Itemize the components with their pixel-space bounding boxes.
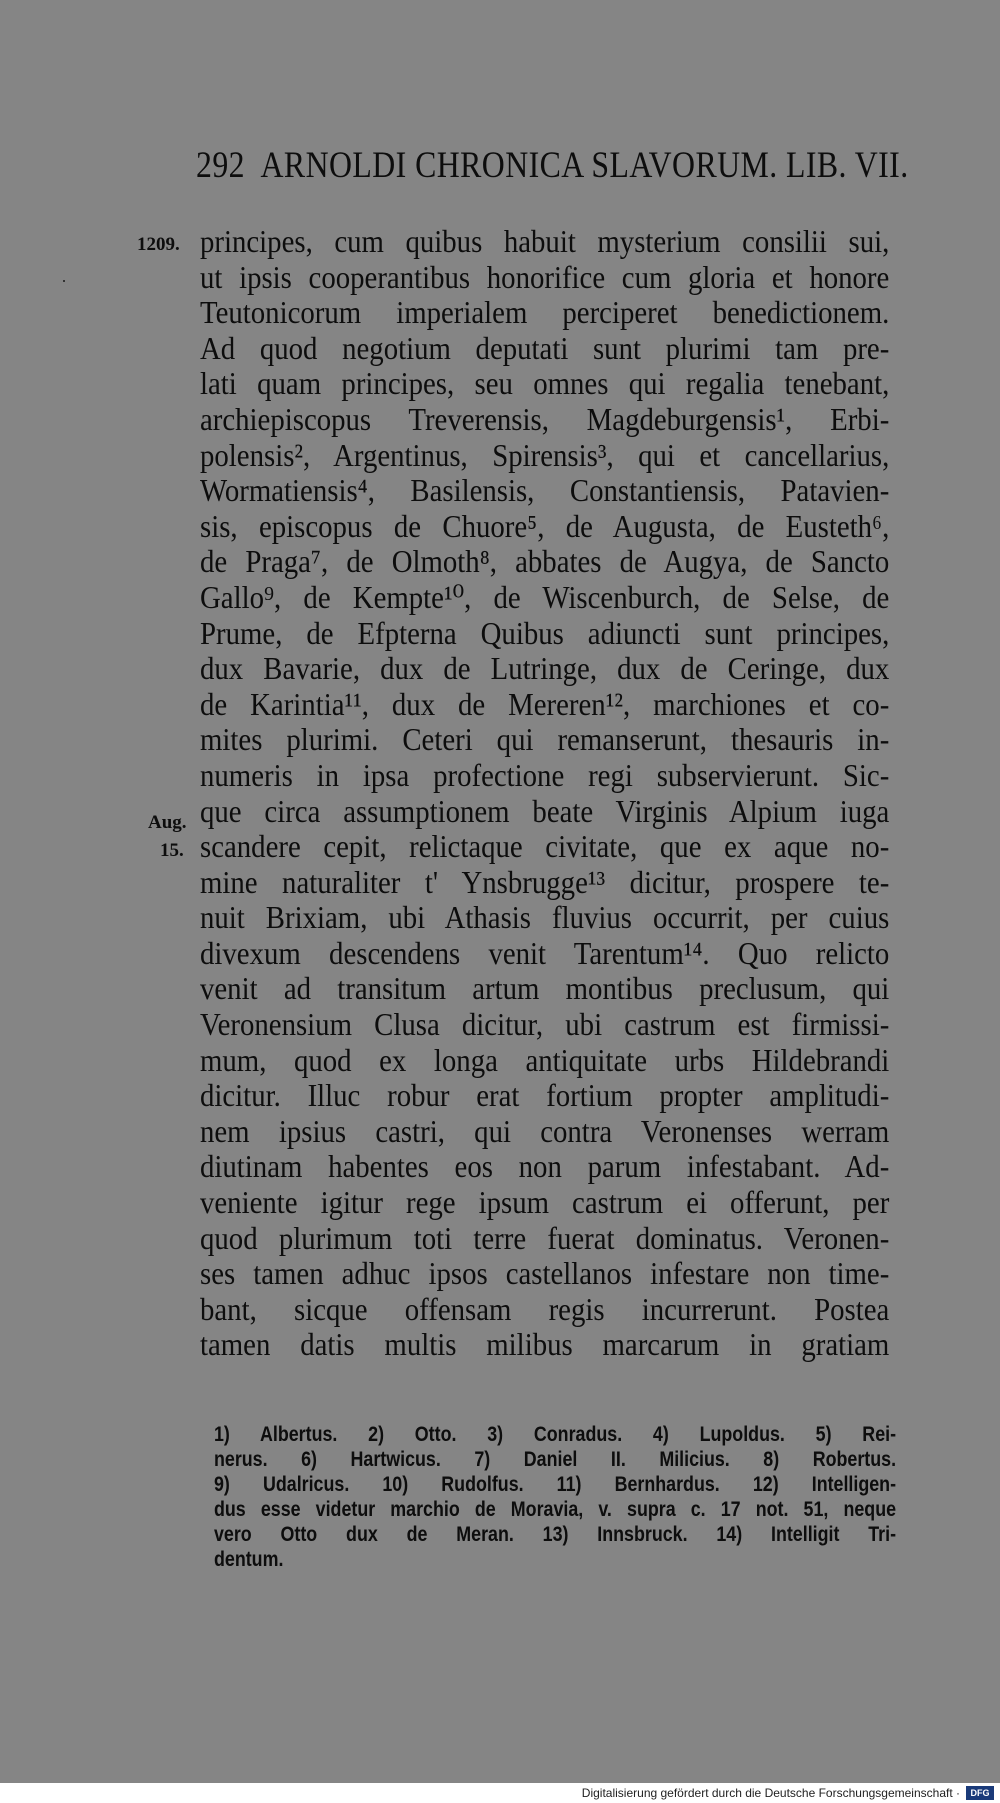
text-line: mites plurimi. Ceteri qui remanserunt, thesauris in- <box>200 721 890 758</box>
running-header <box>196 144 909 187</box>
text-line: mine naturaliter t' Ynsbrugge¹³ dicitur, prospere te- <box>200 863 890 900</box>
footnote-line: vero Otto dux de Meran. 13) Innsbruck. 14) Intelligit Tri- <box>214 1523 897 1546</box>
margin-year: 1209. <box>137 234 180 255</box>
text-line: numeris in ipsa profectione regi subservierunt. Sic- <box>200 756 890 793</box>
margin-month: Aug. <box>148 812 187 833</box>
footnote-line: dus esse videtur marchio de Moravia, v. supra c. 17 not. 51, neque <box>214 1498 897 1521</box>
text-line: bant, sicque offensam regis incurrerunt. Postea <box>200 1290 890 1327</box>
text-line: Gallo⁹, de Kempte¹⁰, de Wiscenburch, de Selse, de <box>200 578 890 615</box>
footnote-line: nerus. 6) Hartwicus. 7) Daniel II. Milicius. 8) Robertus. <box>214 1448 897 1471</box>
footnotes-block <box>214 1422 897 1572</box>
text-line: Veronensium Clusa dicitur, ubi castrum est firmissi- <box>200 1006 890 1043</box>
text-line: de Praga⁷, de Olmoth⁸, abbates de Augya, de Sancto <box>200 543 890 580</box>
running-title: ARNOLDI CHRONICA SLAVORUM. LIB. VII. <box>260 145 909 186</box>
text-line: divexum descendens venit Tarentum¹⁴. Quo relicto <box>200 934 890 971</box>
digitization-footer <box>0 1783 1000 1803</box>
text-line: nuit Brixiam, ubi Athasis fluvius occurrit, per cuius <box>200 899 890 936</box>
text-line: veniente igitur rege ipsum castrum ei offerunt, per <box>200 1184 890 1221</box>
margin-day: 15. <box>160 840 184 861</box>
text-line: scandere cepit, relictaque civitate, que ex aque no- <box>200 828 890 865</box>
footnote-line: 9) Udalricus. 10) Rudolfus. 11) Bernhardus. 12) Intelligen- <box>214 1473 897 1496</box>
text-line: dicitur. Illuc robur erat fortium propter amplitudi- <box>200 1077 890 1114</box>
text-line: que circa assumptionem beate Virginis Alpium iuga <box>200 792 890 829</box>
text-line: Teutonicorum imperialem perciperet benedictionem. <box>200 294 890 331</box>
text-line: dux Bavarie, dux de Lutringe, dux de Ceringe, dux <box>200 650 890 687</box>
text-line: nem ipsius castri, qui contra Veronenses werram <box>200 1112 890 1149</box>
footer-credit: Digitalisierung gefördert durch die Deutsche Forschungsgemeinschaft · <box>581 1786 960 1800</box>
text-line: mum, quod ex longa antiquitate urbs Hildebrandi <box>200 1041 890 1078</box>
main-text-block <box>200 224 890 1363</box>
scan-speck <box>63 280 65 282</box>
text-line: sis, episcopus de Chuore⁵, de Augusta, de Eusteth⁶, <box>200 507 890 544</box>
text-line: tamen datis multis milibus marcarum in gratiam <box>200 1326 890 1363</box>
text-line: venit ad transitum artum montibus preclusum, qui <box>200 970 890 1007</box>
text-line: ut ipsis cooperantibus honorifice cum gloria et honore <box>200 258 890 295</box>
text-line: polensis², Argentinus, Spirensis³, qui et cancellarius, <box>200 436 890 473</box>
text-line: lati quam principes, seu omnes qui regalia tenebant, <box>200 365 890 402</box>
text-line: ses tamen adhuc ipsos castellanos infestare non time- <box>200 1255 890 1292</box>
text-line: quod plurimum toti terre fuerat dominatus. Veronen- <box>200 1219 890 1256</box>
text-line: archiepiscopus Treverensis, Magdeburgensis¹, Erbi- <box>200 400 890 437</box>
text-line: de Karintia¹¹, dux de Mereren¹², marchiones et co- <box>200 685 890 722</box>
footnote-line: 1) Albertus. 2) Otto. 3) Conradus. 4) Lupoldus. 5) Rei- <box>214 1423 897 1446</box>
page-number: 292 <box>196 145 246 186</box>
text-line: Wormatiensis⁴, Basilensis, Constantiensis, Patavien- <box>200 472 890 509</box>
text-line: diutinam habentes eos non parum infestabant. Ad- <box>200 1148 890 1185</box>
text-line: Prume, de Efpterna Quibus adiuncti sunt principes, <box>200 614 890 651</box>
dfg-logo: DFG <box>966 1786 994 1800</box>
text-line: principes, cum quibus habuit mysterium consilii sui, <box>200 223 890 259</box>
text-line: Ad quod negotium deputati sunt plurimi tam pre- <box>200 329 890 366</box>
footnote-line: dentum. <box>214 1548 284 1571</box>
